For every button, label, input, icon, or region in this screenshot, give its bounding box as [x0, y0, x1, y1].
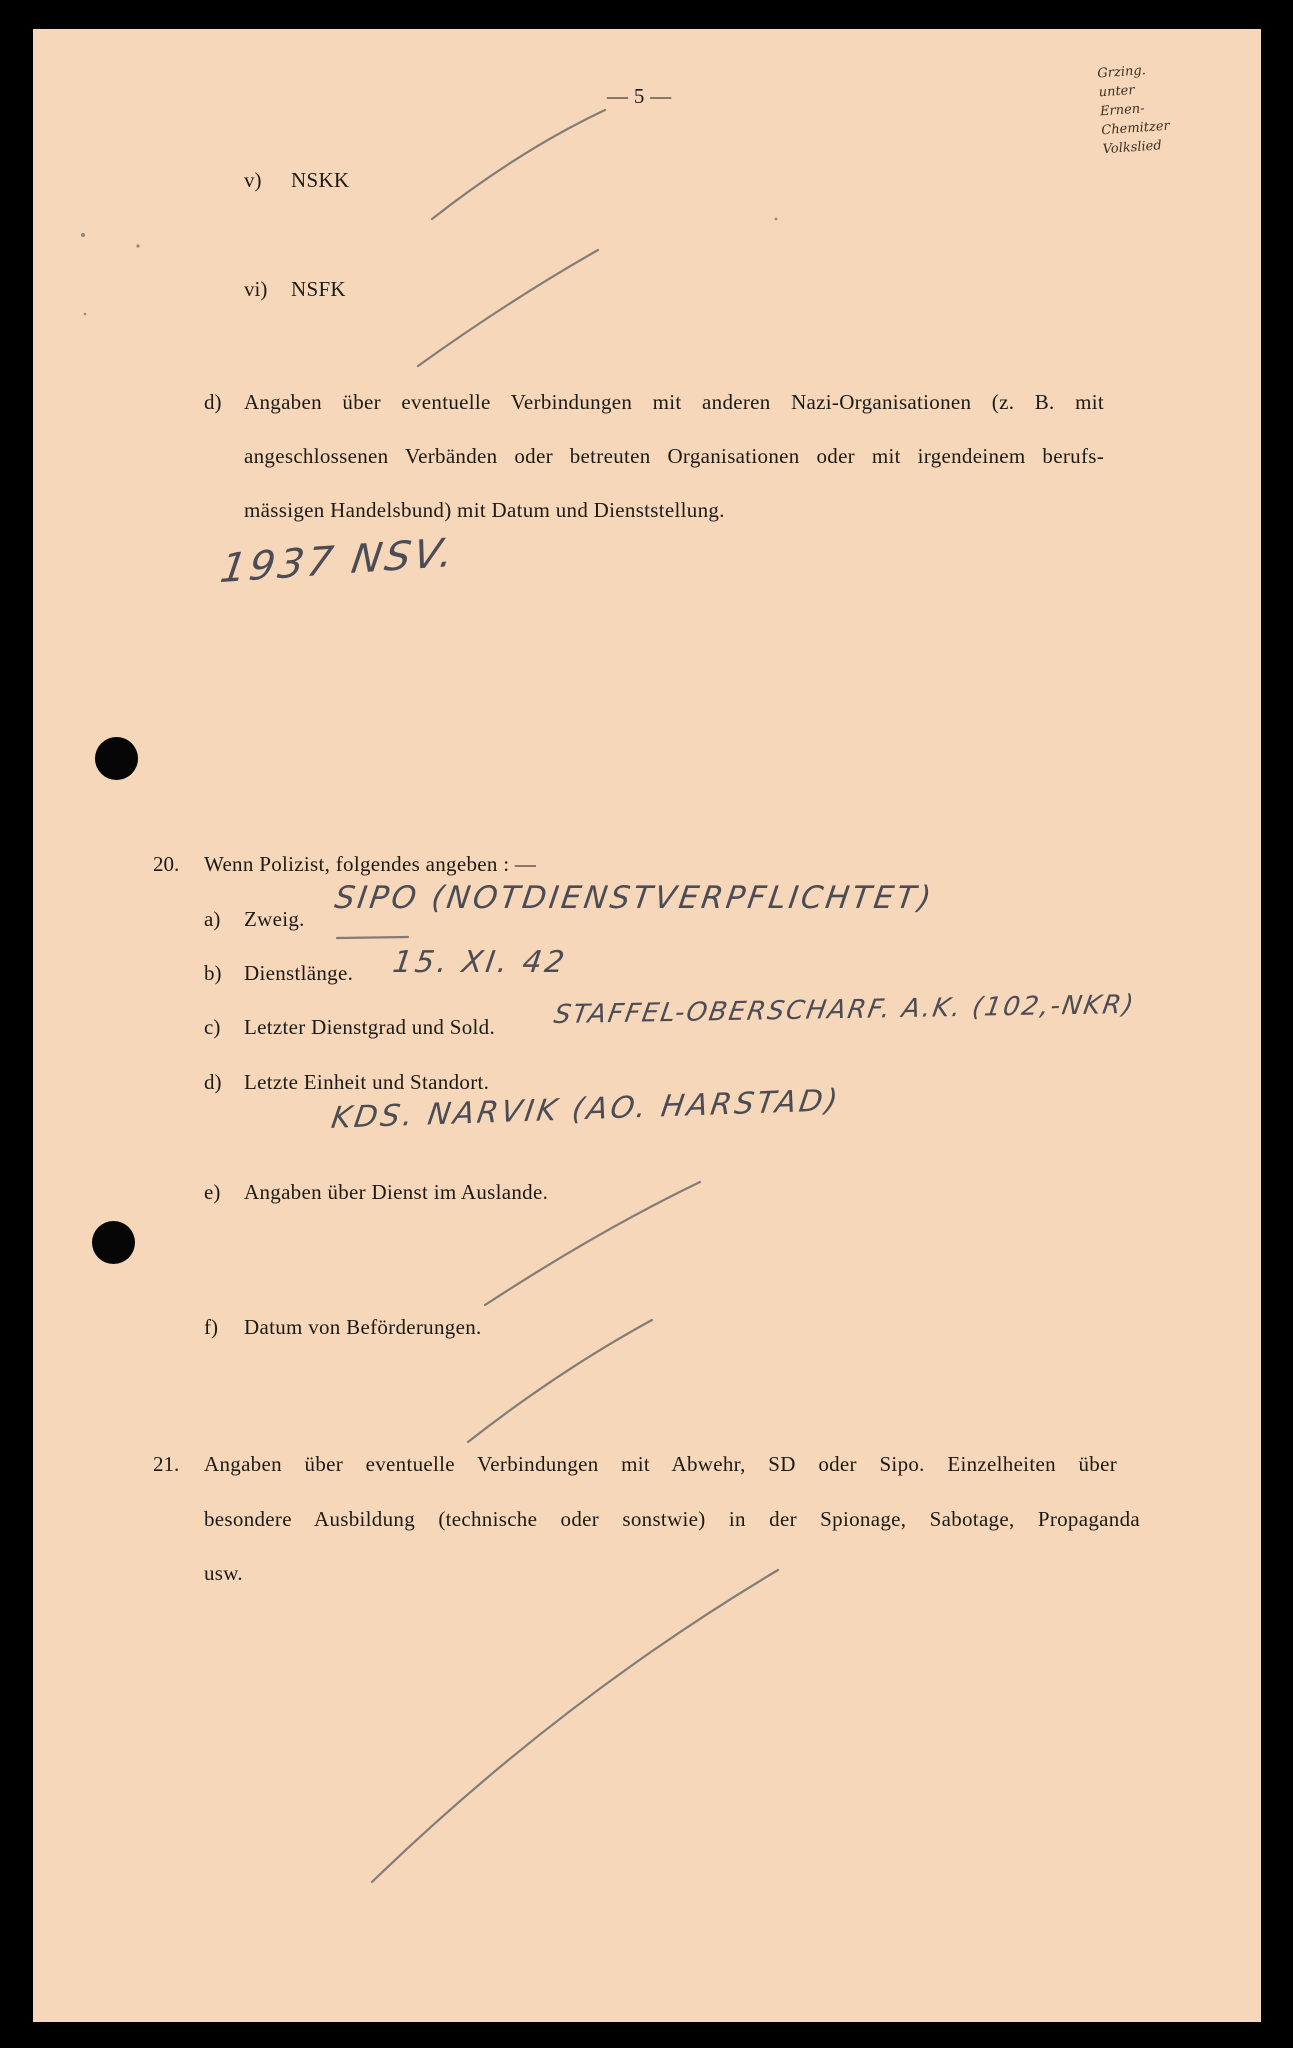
- question-20-text: Wenn Polizist, folgendes angeben : —: [204, 852, 537, 876]
- item-d-line-3: mässigen Handelsbund) mit Datum und Dienststellung.: [244, 498, 725, 522]
- question-number-21: 21.: [153, 1452, 180, 1476]
- item-20f-text: Datum von Beförderungen.: [244, 1315, 482, 1339]
- item-label-vi: vi): [244, 277, 268, 301]
- page-number: — 5 —: [607, 84, 672, 108]
- item-label-v: v): [244, 168, 262, 192]
- item-label-20a: a): [204, 907, 221, 931]
- item-20a-text: Zweig.: [244, 907, 305, 931]
- pencil-strike-q21: [372, 1570, 778, 1882]
- item-label-20b: b): [204, 961, 222, 985]
- question-21-line-2: besondere Ausbildung (technische oder sonstwie) in der Spionage, Sabotage, Propaganda: [204, 1507, 1140, 1531]
- margin-note-line: unter: [1098, 82, 1136, 101]
- paper-speck: [84, 313, 87, 316]
- paper-speck: [81, 233, 85, 237]
- item-text-nskk: NSKK: [291, 168, 350, 192]
- item-d-line-1: Angaben über eventuelle Verbindungen mit anderen Nazi-Organisationen (z. B. mit: [244, 390, 1104, 414]
- item-d-line-2: angeschlossenen Verbänden oder betreuten Organisationen oder mit irgendeinem berufs-: [244, 444, 1104, 468]
- paper-speck: [775, 218, 778, 221]
- question-21-line-1: Angaben über eventuelle Verbindungen mit Abwehr, SD oder Sipo. Einzelheiten über: [204, 1452, 1117, 1476]
- margin-note-line: Grzing.: [1096, 63, 1147, 82]
- item-label-20d: d): [204, 1070, 222, 1094]
- handwritten-answer-nsv: 1937 NSV.: [217, 529, 460, 593]
- item-20d-text: Letzte Einheit und Standort.: [244, 1070, 490, 1094]
- item-label-20c: c): [204, 1015, 221, 1039]
- margin-note-line: Chemitzer: [1100, 118, 1171, 139]
- item-20b-text: Dienstlänge.: [244, 961, 354, 985]
- pencil-strike-nskk: [432, 110, 605, 219]
- pencil-strike-nsfk: [418, 250, 598, 366]
- item-label-d: d): [204, 390, 222, 414]
- margin-note-line: Volkslied: [1102, 138, 1163, 158]
- item-20e-text: Angaben über Dienst im Auslande.: [244, 1180, 549, 1204]
- handwritten-answer-einheit: KDS. NARVIK (AO. HARSTAD): [329, 1083, 843, 1136]
- question-number-20: 20.: [153, 852, 180, 876]
- item-text-nsfk: NSFK: [291, 277, 346, 301]
- question-21-line-3: usw.: [204, 1561, 243, 1585]
- handwritten-answer-dienstgrad: STAFFEL-OBERSCHARF. A.K. (102,-NKR): [551, 989, 1138, 1031]
- zweig-underline: [337, 937, 408, 938]
- handwritten-answer-zweig: SIPO (NOTDIENSTVERPFLICHTET): [332, 880, 937, 916]
- handwritten-answer-dienstlaenge: 15. XI. 42: [390, 945, 570, 980]
- paper-speck: [136, 244, 139, 247]
- item-label-20e: e): [204, 1180, 221, 1204]
- pencil-strike-befoerderungen: [468, 1320, 652, 1442]
- pencil-strike-ausland: [485, 1182, 700, 1305]
- item-label-20f: f): [204, 1315, 218, 1339]
- margin-note-line: Ernen-: [1099, 101, 1146, 120]
- item-20c-text: Letzter Dienstgrad und Sold.: [244, 1015, 496, 1039]
